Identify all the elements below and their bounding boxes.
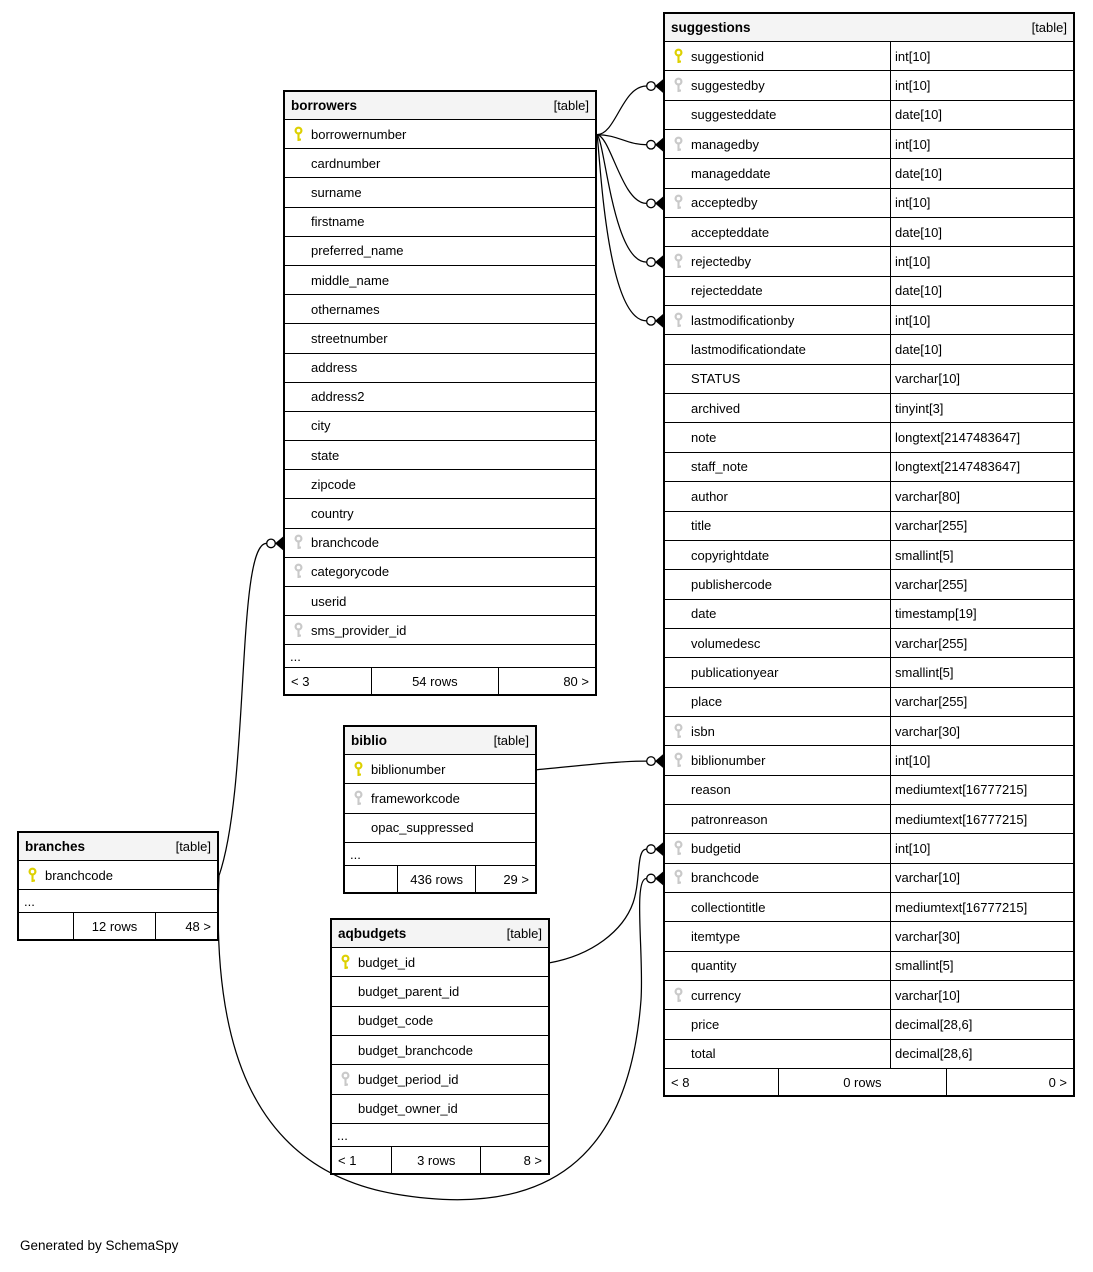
column-type: varchar[30]: [890, 922, 1073, 950]
table-type-badge: [table]: [175, 839, 211, 854]
column-row: [285, 412, 595, 441]
key-spacer: [285, 383, 311, 411]
column-name: manageddate: [691, 166, 771, 182]
key-spacer: [665, 159, 691, 187]
column-row: [665, 922, 1073, 951]
column-name: acceptedby: [691, 195, 758, 211]
footer-left-count: [345, 866, 398, 892]
key-spacer: [665, 482, 691, 510]
foreign-key-icon: [665, 834, 691, 862]
column-type: int[10]: [890, 71, 1073, 99]
column-type: mediumtext[16777215]: [890, 893, 1073, 921]
column-name: staff_note: [691, 459, 748, 475]
key-spacer: [665, 629, 691, 657]
column-type: varchar[10]: [890, 365, 1073, 393]
column-name: budget_branchcode: [358, 1042, 473, 1058]
column-row: [665, 335, 1073, 364]
key-spacer: [665, 394, 691, 422]
table-header: [332, 920, 548, 948]
column-row: [285, 558, 595, 587]
table-title[interactable]: suggestions: [671, 20, 751, 35]
key-spacer: [665, 365, 691, 393]
column-row: [285, 587, 595, 616]
key-spacer: [285, 178, 311, 206]
column-name: price: [691, 1017, 720, 1033]
column-row: [665, 600, 1073, 629]
table-title[interactable]: aqbudgets: [338, 926, 407, 941]
footer-right-count: 48 >: [185, 918, 211, 934]
column-type: date[10]: [890, 335, 1073, 363]
table-type-badge: [table]: [553, 98, 589, 113]
relationship-edge: [597, 86, 647, 135]
column-type: mediumtext[16777215]: [890, 776, 1073, 804]
ellipsis-row: ...: [285, 645, 595, 668]
column-row: [345, 755, 535, 784]
key-spacer: [665, 570, 691, 598]
crowfoot-marker: [647, 872, 663, 886]
column-row: [332, 1095, 548, 1124]
key-spacer: [332, 1036, 358, 1064]
column-name: budgetid: [691, 840, 741, 856]
table-footer: [19, 913, 217, 939]
column-row: [665, 658, 1073, 687]
column-name: STATUS: [691, 371, 741, 387]
key-spacer: [285, 208, 311, 236]
column-name: quantity: [691, 958, 737, 974]
footer-right-count: 8 >: [523, 1152, 542, 1168]
table-type-badge: [table]: [1031, 20, 1067, 35]
relationship-edge: [219, 543, 267, 875]
column-name: volumedesc: [691, 635, 761, 651]
column-row: [345, 784, 535, 813]
column-name: copyrightdate: [691, 547, 770, 563]
column-row: [665, 805, 1073, 834]
column-name: archived: [691, 400, 741, 416]
foreign-key-icon: [285, 616, 311, 644]
column-row: [665, 893, 1073, 922]
key-spacer: [665, 335, 691, 363]
footer-right-count: 80 >: [563, 673, 589, 689]
column-type: varchar[30]: [890, 717, 1073, 745]
footer-row-count: 12 rows: [74, 913, 155, 939]
column-name: zipcode: [311, 476, 356, 492]
table-header: [345, 727, 535, 755]
key-spacer: [665, 541, 691, 569]
column-row: [285, 266, 595, 295]
column-type: varchar[255]: [890, 512, 1073, 540]
column-type: varchar[255]: [890, 688, 1073, 716]
column-row: [665, 776, 1073, 805]
key-spacer: [285, 499, 311, 527]
table-type-badge: [table]: [506, 926, 542, 941]
foreign-key-icon: [665, 189, 691, 217]
table-header: [285, 92, 595, 120]
column-row: [665, 394, 1073, 423]
column-name: biblionumber: [371, 761, 446, 777]
column-type: varchar[255]: [890, 629, 1073, 657]
footer-row-count: 3 rows: [392, 1147, 481, 1173]
column-name: budget_owner_id: [358, 1101, 458, 1117]
column-name: address: [311, 360, 358, 376]
column-name: address2: [311, 389, 365, 405]
column-row: [665, 189, 1073, 218]
column-row: [285, 470, 595, 499]
foreign-key-icon: [665, 746, 691, 774]
key-spacer: [665, 952, 691, 980]
footer-right-count: 29 >: [503, 871, 529, 887]
column-name: borrowernumber: [311, 126, 407, 142]
generator-credit: Generated by SchemaSpy: [20, 1238, 179, 1253]
column-row: [332, 1036, 548, 1065]
column-type: int[10]: [890, 247, 1073, 275]
key-spacer: [285, 441, 311, 469]
column-type: varchar[255]: [890, 570, 1073, 598]
crowfoot-marker: [647, 79, 663, 93]
column-name: userid: [311, 593, 347, 609]
column-row: [285, 237, 595, 266]
column-row: [285, 149, 595, 178]
ellipsis-row: ...: [332, 1124, 548, 1147]
column-name: accepteddate: [691, 224, 770, 240]
column-name: surname: [311, 184, 362, 200]
column-name: streetnumber: [311, 330, 388, 346]
column-name: biblionumber: [691, 752, 766, 768]
crowfoot-marker: [647, 842, 663, 856]
foreign-key-icon: [665, 71, 691, 99]
column-name: budget_parent_id: [358, 984, 460, 1000]
column-name: city: [311, 418, 331, 434]
column-row: [665, 306, 1073, 335]
primary-key-icon: [19, 861, 45, 889]
column-type: date[10]: [890, 159, 1073, 187]
column-type: mediumtext[16777215]: [890, 805, 1073, 833]
table-header: [665, 14, 1073, 42]
relationship-edge: [597, 135, 647, 204]
column-name: categorycode: [311, 564, 390, 580]
key-spacer: [665, 805, 691, 833]
column-name: patronreason: [691, 811, 768, 827]
column-row: [285, 529, 595, 558]
crowfoot-marker: [647, 138, 663, 152]
crowfoot-marker: [647, 314, 663, 328]
column-row: [285, 354, 595, 383]
column-row: [665, 159, 1073, 188]
column-name: suggestedby: [691, 78, 765, 94]
column-name: suggesteddate: [691, 107, 777, 123]
table-suggestions[interactable]: [663, 12, 1075, 1097]
key-spacer: [345, 814, 371, 842]
column-row: [665, 247, 1073, 276]
key-spacer: [285, 324, 311, 352]
column-row: [665, 453, 1073, 482]
column-row: [665, 423, 1073, 452]
foreign-key-icon: [332, 1065, 358, 1093]
column-name: itemtype: [691, 928, 741, 944]
column-name: lastmodificationby: [691, 312, 795, 328]
key-spacer: [665, 1010, 691, 1038]
column-name: place: [691, 694, 723, 710]
key-spacer: [665, 776, 691, 804]
column-name: rejectedby: [691, 254, 751, 270]
column-type: smallint[5]: [890, 952, 1073, 980]
column-row: [332, 1065, 548, 1094]
key-spacer: [665, 600, 691, 628]
relationship-edge: [597, 135, 647, 263]
column-row: [19, 861, 217, 890]
key-spacer: [665, 218, 691, 246]
column-name: budget_id: [358, 954, 416, 970]
key-spacer: [285, 412, 311, 440]
key-spacer: [665, 512, 691, 540]
key-spacer: [285, 266, 311, 294]
key-spacer: [285, 295, 311, 323]
column-name: middle_name: [311, 272, 390, 288]
table-title[interactable]: branches: [25, 839, 86, 854]
column-type: int[10]: [890, 189, 1073, 217]
key-spacer: [285, 237, 311, 265]
column-row: [665, 42, 1073, 71]
key-spacer: [665, 277, 691, 305]
column-name: suggestionid: [691, 48, 764, 64]
column-type: int[10]: [890, 42, 1073, 70]
key-spacer: [665, 658, 691, 686]
relationship-edge: [537, 761, 647, 770]
column-name: opac_suppressed: [371, 820, 474, 836]
table-borrowers[interactable]: [283, 90, 597, 696]
column-row: [665, 512, 1073, 541]
column-name: frameworkcode: [371, 791, 460, 807]
column-row: [665, 629, 1073, 658]
key-spacer: [665, 688, 691, 716]
key-spacer: [285, 354, 311, 382]
primary-key-icon: [345, 755, 371, 783]
ellipsis-row: ...: [19, 890, 217, 913]
column-type: int[10]: [890, 834, 1073, 862]
column-type: smallint[5]: [890, 658, 1073, 686]
table-biblio[interactable]: [343, 725, 537, 894]
column-row: [665, 1010, 1073, 1039]
column-row: [665, 277, 1073, 306]
column-name: total: [691, 1046, 716, 1062]
column-type: longtext[2147483647]: [890, 423, 1073, 451]
table-aqbudgets[interactable]: [330, 918, 550, 1175]
column-row: [665, 101, 1073, 130]
table-title[interactable]: biblio: [351, 733, 387, 748]
key-spacer: [285, 470, 311, 498]
column-type: smallint[5]: [890, 541, 1073, 569]
primary-key-icon: [665, 42, 691, 70]
key-spacer: [285, 149, 311, 177]
column-name: othernames: [311, 301, 380, 317]
foreign-key-icon: [665, 130, 691, 158]
column-row: [332, 948, 548, 977]
footer-left-count: [19, 913, 74, 939]
column-row: [665, 717, 1073, 746]
column-type: int[10]: [890, 746, 1073, 774]
key-spacer: [665, 453, 691, 481]
ellipsis-row: ...: [345, 843, 535, 866]
footer-right-count: 0 >: [1048, 1074, 1067, 1090]
column-name: branchcode: [45, 867, 113, 883]
column-name: country: [311, 506, 354, 522]
foreign-key-icon: [665, 306, 691, 334]
column-name: branchcode: [691, 870, 759, 886]
column-name: budget_period_id: [358, 1072, 459, 1088]
column-name: firstname: [311, 214, 365, 230]
crowfoot-marker: [647, 255, 663, 269]
footer-left-count: < 3: [285, 668, 372, 694]
column-row: [665, 688, 1073, 717]
column-type: timestamp[19]: [890, 600, 1073, 628]
column-type: decimal[28,6]: [890, 1010, 1073, 1038]
table-type-badge: [table]: [493, 733, 529, 748]
column-row: [665, 218, 1073, 247]
footer-left-count: < 1: [332, 1147, 392, 1173]
column-row: [665, 71, 1073, 100]
table-footer: [345, 866, 535, 892]
table-footer: [285, 668, 595, 694]
column-row: [332, 1007, 548, 1036]
column-name: author: [691, 488, 728, 504]
column-name: rejecteddate: [691, 283, 763, 299]
column-row: [285, 120, 595, 149]
column-row: [665, 482, 1073, 511]
column-name: cardnumber: [311, 155, 381, 171]
column-name: budget_code: [358, 1013, 434, 1029]
key-spacer: [285, 587, 311, 615]
key-spacer: [665, 893, 691, 921]
column-name: managedby: [691, 136, 759, 152]
crowfoot-marker: [647, 197, 663, 211]
footer-row-count: 0 rows: [779, 1069, 946, 1095]
column-name: preferred_name: [311, 243, 404, 259]
column-name: state: [311, 447, 340, 463]
column-name: title: [691, 518, 712, 534]
table-footer: [332, 1147, 548, 1173]
foreign-key-icon: [665, 247, 691, 275]
column-type: int[10]: [890, 130, 1073, 158]
key-spacer: [332, 1007, 358, 1035]
column-row: [665, 952, 1073, 981]
column-name: reason: [691, 782, 731, 798]
table-branches[interactable]: [17, 831, 219, 941]
crowfoot-marker: [267, 537, 283, 551]
column-row: [285, 499, 595, 528]
column-row: [285, 178, 595, 207]
column-name: sms_provider_id: [311, 622, 407, 638]
table-header: [19, 833, 217, 861]
column-row: [285, 616, 595, 645]
table-footer: [665, 1069, 1073, 1095]
primary-key-icon: [285, 120, 311, 148]
footer-row-count: 54 rows: [372, 668, 499, 694]
column-row: [665, 1040, 1073, 1069]
column-type: tinyint[3]: [890, 394, 1073, 422]
column-row: [665, 570, 1073, 599]
key-spacer: [332, 1095, 358, 1123]
column-name: branchcode: [311, 535, 379, 551]
footer-left-count: < 8: [665, 1069, 779, 1095]
column-row: [665, 541, 1073, 570]
foreign-key-icon: [345, 784, 371, 812]
column-name: isbn: [691, 723, 715, 739]
key-spacer: [665, 1040, 691, 1068]
table-title[interactable]: borrowers: [291, 98, 358, 113]
column-type: varchar[80]: [890, 482, 1073, 510]
column-row: [332, 977, 548, 1006]
column-row: [665, 746, 1073, 775]
crowfoot-marker: [647, 754, 663, 768]
primary-key-icon: [332, 948, 358, 976]
column-row: [285, 383, 595, 412]
footer-row-count: 436 rows: [398, 866, 476, 892]
column-name: lastmodificationdate: [691, 342, 806, 358]
column-row: [665, 130, 1073, 159]
column-name: publishercode: [691, 576, 772, 592]
relationship-edge: [550, 849, 647, 963]
column-name: currency: [691, 987, 741, 1003]
key-spacer: [332, 977, 358, 1005]
foreign-key-icon: [285, 558, 311, 586]
column-name: collectiontitle: [691, 899, 766, 915]
column-type: date[10]: [890, 218, 1073, 246]
column-row: [665, 981, 1073, 1010]
column-name: publicationyear: [691, 664, 779, 680]
column-name: note: [691, 430, 717, 446]
column-row: [285, 208, 595, 237]
key-spacer: [665, 423, 691, 451]
column-type: date[10]: [890, 277, 1073, 305]
column-row: [665, 864, 1073, 893]
column-row: [285, 324, 595, 353]
foreign-key-icon: [665, 864, 691, 892]
foreign-key-icon: [665, 981, 691, 1009]
column-row: [345, 814, 535, 843]
column-type: decimal[28,6]: [890, 1040, 1073, 1068]
column-type: longtext[2147483647]: [890, 453, 1073, 481]
key-spacer: [665, 922, 691, 950]
column-row: [665, 834, 1073, 863]
foreign-key-icon: [665, 717, 691, 745]
relationship-edge: [597, 135, 647, 145]
foreign-key-icon: [285, 529, 311, 557]
column-type: date[10]: [890, 101, 1073, 129]
column-row: [285, 295, 595, 324]
column-type: varchar[10]: [890, 981, 1073, 1009]
column-row: [665, 365, 1073, 394]
column-type: int[10]: [890, 306, 1073, 334]
column-row: [285, 441, 595, 470]
key-spacer: [665, 101, 691, 129]
column-type: varchar[10]: [890, 864, 1073, 892]
column-name: date: [691, 606, 717, 622]
